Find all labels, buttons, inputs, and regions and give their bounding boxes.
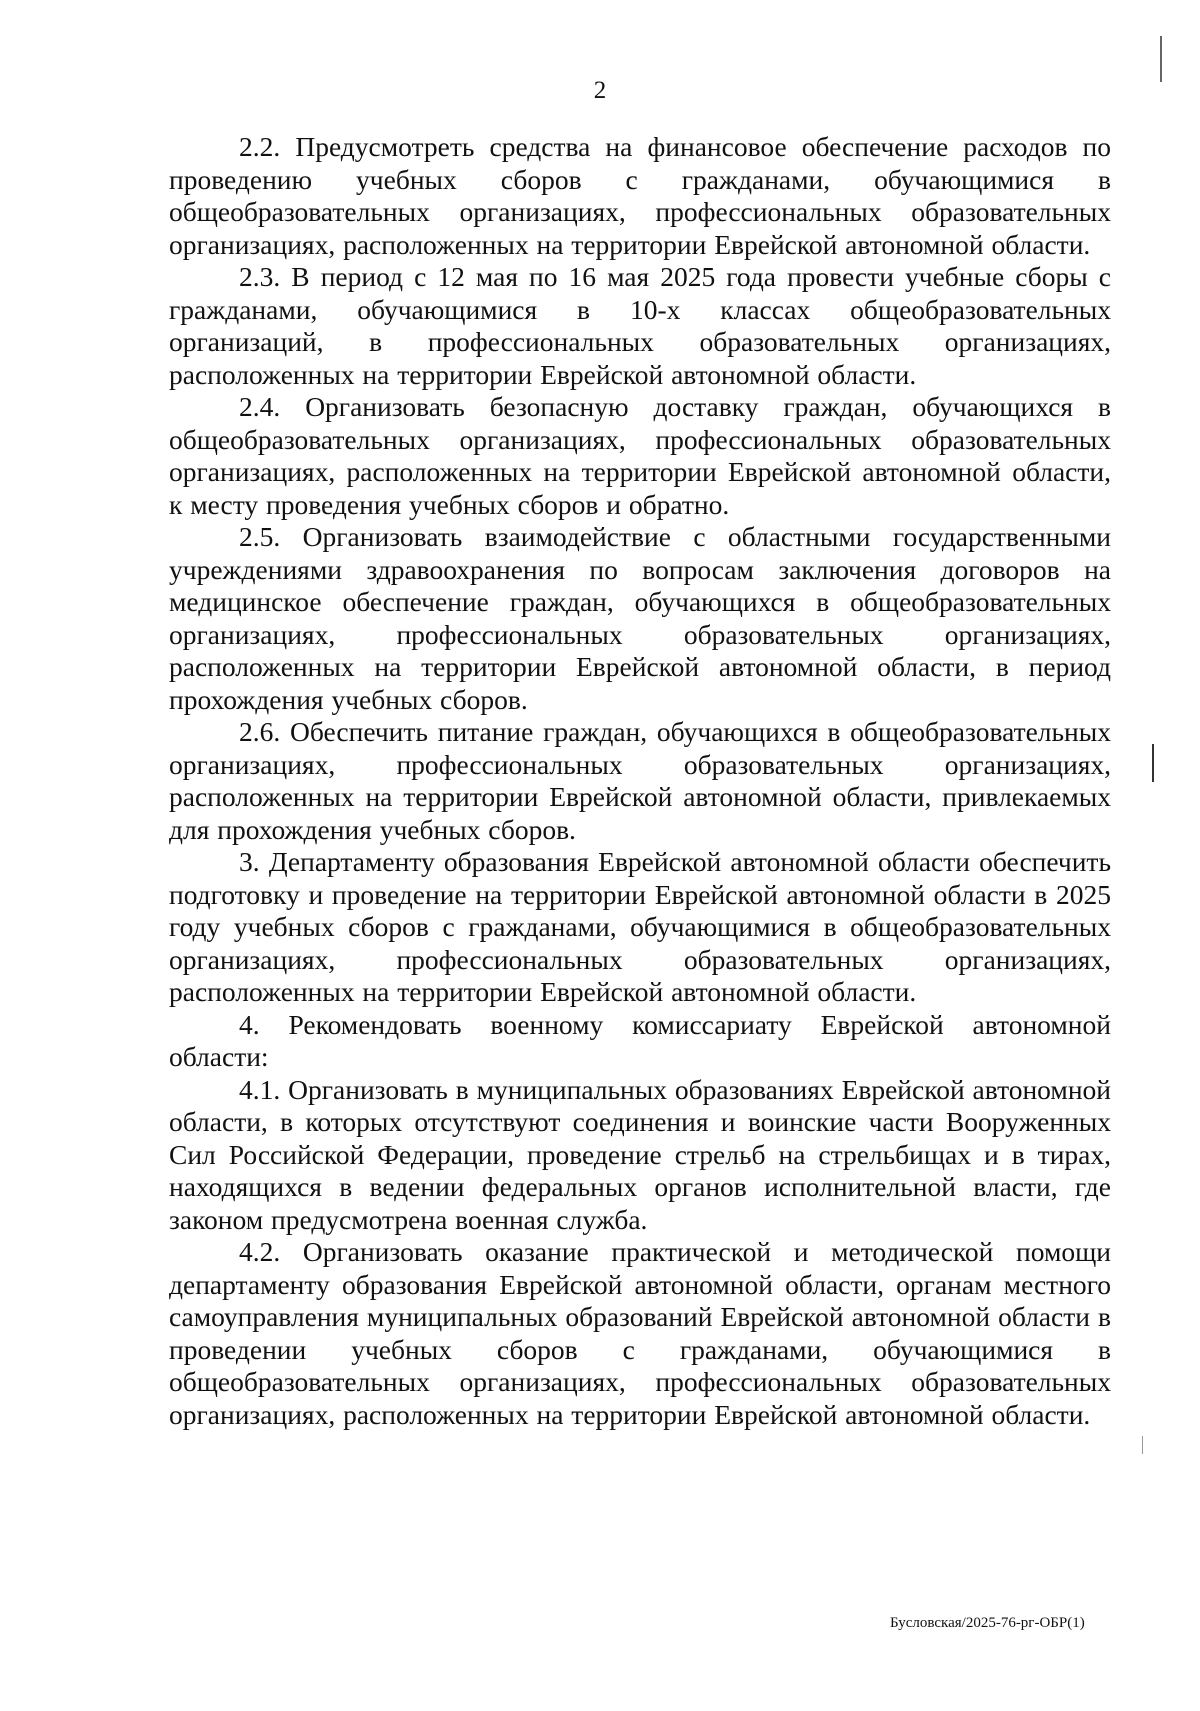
paragraph-2-3: 2.3. В период с 12 мая по 16 мая 2025 года провести учебные сборы с гражданами, обучающимися в 10-х классах общеобразовательных организаций, в профессиональных образовательных организациях, расположенных на территории Еврейской автономной области. bbox=[169, 261, 1111, 390]
paragraph-2-5: 2.5. Организовать взаимодействие с областными государственными учреждениями здравоохранения по вопросам заключения договоров на медицинское обеспечение граждан, обучающихся в общеобразовательных организациях, профессиональных образовательных организациях, расположенных на территории Еврейской автономной области, в период прохождения учебных сборов. bbox=[169, 521, 1111, 715]
paragraph-4-1: 4.1. Организовать в муниципальных образованиях Еврейской автономной области, в которых отсутствуют соединения и воинские части Вооруженных Сил Российской Федерации, проведение стрельб на стрельбищах и в тирах, находящихся в ведении федеральных органов исполнительной власти, где законом предусмотрена военная служба. bbox=[169, 1073, 1111, 1235]
paragraph-4: 4. Рекомендовать военному комиссариату Еврейской автономной области: bbox=[169, 1008, 1111, 1072]
paragraph-4-2: 4.2. Организовать оказание практической и методической помощи департаменту образования Еврейской автономной области, органам местного самоуправления муниципальных образований Еврейской автономной области в проведении учебных сборов с гражданами, обучающимися в общеобразовательных организациях, профессиональных образовательных организациях, расположенных на территории Еврейской автономной области. bbox=[169, 1236, 1111, 1430]
paragraph-3: 3. Департаменту образования Еврейской автономной области обеспечить подготовку и проведение на территории Еврейской автономной области в 2025 году учебных сборов с гражданами, обучающимися в общеобразовательных организациях, профессиональных образовательных организациях, расположенных на территории Еврейской автономной области. bbox=[169, 846, 1111, 1007]
document-footer-code: Бусловская/2025-76-рг-ОБР(1) bbox=[890, 1615, 1085, 1631]
paragraph-2-2: 2.2. Предусмотреть средства на финансовое обеспечение расходов по проведению учебных сборов с гражданами, обучающимися в общеобразовательных организациях, профессиональных образовательных организациях, расположенных на территории Еврейской автономной области. bbox=[169, 131, 1111, 260]
scan-edge-mark bbox=[1152, 744, 1154, 782]
document-body bbox=[169, 131, 1111, 1431]
scan-edge-mark bbox=[1142, 1436, 1143, 1454]
paragraph-2-6: 2.6. Обеспечить питание граждан, обучающихся в общеобразовательных организациях, профессиональных образовательных организациях, расположенных на территории Еврейской автономной области, привлекаемых для прохождения учебных сборов. bbox=[169, 716, 1111, 845]
page-number: 2 bbox=[593, 77, 607, 104]
paragraph-2-4: 2.4. Организовать безопасную доставку граждан, обучающихся в общеобразовательных организациях, профессиональных образовательных организациях, расположенных на территории Еврейской автономной области, к месту проведения учебных сборов и обратно. bbox=[169, 391, 1111, 520]
